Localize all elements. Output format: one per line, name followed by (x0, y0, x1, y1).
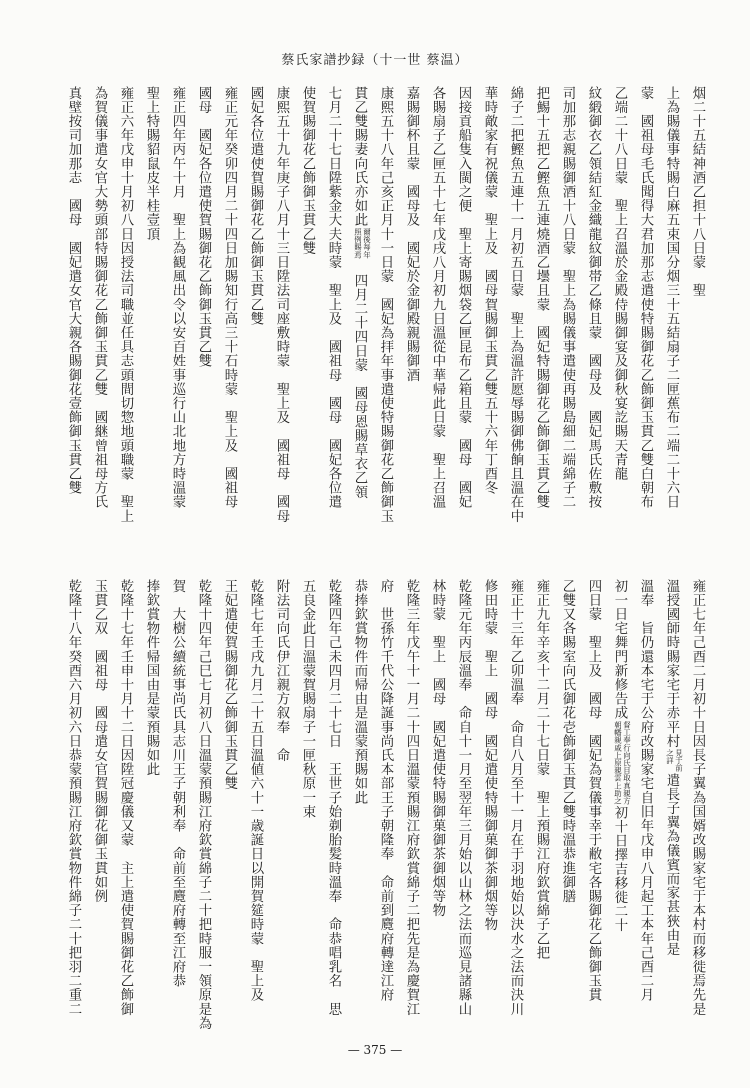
text-column (450, 86, 476, 548)
annotation-line: 之詳 (665, 749, 675, 765)
text-segment: 王妃遣使賀賜御花乙飾御玉貫乙雙 (222, 579, 237, 791)
text-segment: 賀 大樹公續統事尚氏具志川王子朝利奉 命前至麑府轉至江府恭 (170, 579, 185, 988)
annotation-note (614, 721, 632, 805)
text-segment: 乾隆七年壬戌九月二十五日溫値六十一歳誕日以開賀筵時蒙 聖上及 (248, 579, 263, 1002)
text-segment: 林時蒙 聖上 國母 國妃遣使特賜御菓御茶御烟等物 (430, 579, 445, 918)
text-column (268, 86, 294, 548)
text-segment: 初一日宅舞門新修告成 (612, 579, 627, 720)
text-column (190, 86, 216, 548)
text-segment: 恭捧欽賞物件而帰由是溫蒙預賜如此 (352, 579, 367, 805)
text-segment: 康熙五十八年己亥正月十一日蒙 國妃為拝年事遣使特賜御花乙飾御玉 (378, 86, 393, 524)
text-column (242, 579, 268, 1037)
text-segment: 上為賜儀事特賜白麻五束国分烟三十五結扇子二匣蕉布二端二十六日 (664, 86, 679, 509)
text-column (320, 579, 346, 1037)
text-column (216, 579, 242, 1037)
text-column (294, 579, 320, 1037)
text-column (502, 86, 528, 548)
text-column (528, 86, 554, 548)
text-column (606, 579, 632, 1037)
text-column (346, 86, 372, 548)
text-segment: 乙雙又各賜室向氏御花壱飾御玉貫乙雙時溫恭進御膳 (560, 579, 575, 904)
text-column (372, 579, 398, 1037)
text-column (112, 86, 138, 548)
text-segment: 乾隆元年丙辰溫奉 命自十一月至翌年三月始以山林之法而巡見諸縣山 (456, 579, 471, 1017)
text-segment: 雍正六年戊申十月初八日因授法司職並任具志頭間切惣地頭職蒙 聖上 (118, 86, 133, 524)
text-column (658, 579, 684, 1037)
annotation-line: 見于前 (674, 749, 684, 773)
text-segment: 雍正七年己酉二月初十日因長子翼為国婿改賜家宅于本村而移徙焉先是 (690, 579, 705, 1017)
text-segment: 乾隆十四年己巳七月初八日溫蒙預賜江府欽賞綿子二十把時服一領原是為 (196, 579, 211, 1031)
annotation-line: 督工奉行向氏目取真親方 (622, 721, 632, 805)
text-segment: 乾隆四年己未四月二十七日 王世子始剃胎髪時溫奉 命恭唱乳名 思 (326, 579, 341, 1017)
text-segment: 國母 國妃各位遣使賀賜御花乙飾御玉貫乙雙 (196, 86, 211, 368)
text-column (554, 579, 580, 1037)
text-segment: 四日蒙 聖上及 國母 國妃為賀儀事幸于敝宅各賜御花乙飾御玉貫 (586, 579, 601, 1002)
page-title: 蔡氏家譜抄録（十一世 蔡温） (281, 53, 469, 68)
text-segment: 雍正九年辛亥十二月二十七日蒙 聖上預賜江府欽賞綿子乙把 (534, 579, 549, 960)
lower-text-block (60, 579, 710, 1037)
text-column (60, 579, 86, 1037)
text-segment: 乾隆十七年壬申十月十二日因陞冠慶儀又蒙 主上遣使賀賜御花乙飾御 (118, 579, 133, 1017)
text-segment: 雍正十三年乙卯溫奉 命自八月至十一月在于羽地始以決水之法而決川 (508, 579, 523, 1017)
text-segment: 貫乙雙賜妻向氏亦如此 (352, 86, 367, 227)
text-segment: 乙端二十八日蒙 聖上召溫於金殿侍賜御宴及御秋宴訖賜天青龍 (612, 86, 627, 481)
text-column (86, 86, 112, 548)
text-column (398, 86, 424, 548)
text-column (60, 86, 86, 548)
text-segment: 修田時蒙 聖上 國母 國妃遣使特賜御菓御茶御烟等物 (482, 579, 497, 932)
text-segment: 遣長子翼為儀賓而家甚狹由是 (664, 773, 679, 957)
text-column (294, 86, 320, 548)
text-segment: 紋緞御衣乙領結紅金織龍紋御帯乙條且蒙 國母及 國妃馬氏佐敷按 (586, 86, 601, 509)
text-column (580, 86, 606, 548)
text-column (658, 86, 684, 548)
text-segment: 華時敵家有祝儀蒙 聖上及 國母賀賜御玉貫乙雙五十六年丁酉冬 (482, 86, 497, 495)
text-segment: 四月二十四日蒙 國母恩賜草衣乙領 (352, 259, 367, 500)
annotation-line: 朝幡親戚上原親雲上助之 (613, 721, 623, 805)
text-segment: 乾隆三年戊午十一月二十四日溫蒙預賜江府欽賞綿子二把先是為慶賀江 (404, 579, 419, 1017)
text-segment: 捧欽賞物件帰国由是蒙預賜如此 (144, 579, 159, 777)
text-segment: 國妃各位遣使賀賜御花乙飾御玉貫乙雙 (248, 86, 263, 326)
text-segment: 蒙 國祖母毛氏聞得大君加那志遣使特賜御花乙飾御玉貫乙雙白朝布 (638, 86, 653, 509)
text-column (476, 579, 502, 1037)
text-column (476, 86, 502, 548)
text-column (268, 579, 294, 1037)
text-column (528, 579, 554, 1037)
text-segment: 聖上特賜貂鼠皮半桂壹頂 (144, 86, 159, 242)
upper-text-block (60, 86, 710, 548)
text-column (502, 579, 528, 1037)
text-column (346, 579, 372, 1037)
text-segment: 因接貢船隻入閩之便 聖上寄賜烟袋乙匣昆布乙箱且蒙 國母 國妃 (456, 86, 471, 509)
text-segment: 雍正元年癸卯四月二十四日加賜知行高三十石時蒙 聖上及 國祖母 (222, 86, 237, 509)
text-column (372, 86, 398, 548)
text-segment: 七月二十七日陞紫金大夫時蒙 聖上及 國祖母 國母 國妃各位遣 (326, 86, 341, 509)
text-segment: 乾隆十八年癸酉六月初六日恭蒙預賜江府欽賞物件綿子二十把羽二重二 (66, 579, 81, 1017)
text-column (190, 579, 216, 1037)
text-segment: 雍正四年丙午十月 聖上為観風出令以安百姓事巡行山北地方時溫蒙 (170, 86, 185, 509)
text-segment: 府 世孫竹千代公降誕事尚氏本部王子朝隆奉 命前到麑府轉達江府 (378, 579, 393, 1002)
text-segment: 把鯣十五把乙鰹魚五連燒酒乙壜且蒙 國妃特賜御花乙飾御玉貫乙雙 (534, 86, 549, 509)
text-column (138, 86, 164, 548)
text-column (112, 579, 138, 1037)
text-segment: 烟二十五結神酒乙担十八日蒙 聖 (690, 86, 705, 298)
text-segment: 司加那志親賜御酒十八日蒙 聖上為賜儀事遣使再賜島細二端綿子二 (560, 86, 575, 509)
annotation-note (666, 749, 684, 772)
text-column (632, 579, 658, 1037)
text-segment: 使賀賜御花乙飾御玉貫乙雙 (300, 86, 315, 256)
text-segment: 附法司向氏伊江親方叙奉 命 (274, 579, 289, 763)
text-segment: 康熙五十九年庚子八月十三日陞法司座敷時蒙 聖上及 國祖母 國母 (274, 86, 289, 524)
text-column (242, 86, 268, 548)
text-column (606, 86, 632, 548)
text-column (424, 86, 450, 548)
text-column (164, 86, 190, 548)
text-segment: 玉貫乙双 國祖母 國母遣女官賀賜御花御玉貫如例 (92, 579, 107, 904)
text-segment: 初十日擇吉移徙二十 (612, 805, 627, 933)
text-segment: 為賀儀事遣女官大勢頭部特賜御花乙飾御玉貫乙雙 國継曾祖母方氏 (92, 86, 107, 509)
text-column (424, 579, 450, 1037)
text-segment: 溫授國師時賜家宅于赤平村 (664, 579, 679, 749)
text-column (684, 86, 710, 548)
annotation-line: 爾後每年 (362, 228, 372, 259)
text-column (86, 579, 112, 1037)
text-segment: 各賜扇子乙匣五十七年戊戌八月初九日溫從中華帰此日蒙 聖上召溫 (430, 86, 445, 509)
text-column (684, 579, 710, 1037)
text-segment: 真壁按司加那志 國母 國妃遣女官大親各賜御花壹飾御玉貫乙雙 (66, 86, 81, 495)
text-column (320, 86, 346, 548)
annotation-note (354, 228, 372, 258)
text-segment: 五良金此日溫蒙賀賜扇子一匣秋原一束 (300, 579, 315, 819)
text-column (138, 579, 164, 1037)
text-segment: 綿子二把鰹魚五連十一月初五日蒙 聖上為溫許愿辱賜御佛餉且溫在中 (508, 86, 523, 524)
page-number: — 375 — (347, 1043, 403, 1057)
annotation-line: 照例賜焉 (353, 228, 363, 259)
text-column (216, 86, 242, 548)
text-column (632, 86, 658, 548)
text-column (450, 579, 476, 1037)
text-column (398, 579, 424, 1037)
text-column (580, 579, 606, 1037)
text-column (554, 86, 580, 548)
text-segment: 溫奉 旨仍還本宅于公府改賜家宅自旧年戊申八月起工本年己酉二月 (638, 579, 653, 1002)
text-segment: 嘉賜御杯且蒙 國母及 國妃於金御殿親賜御酒 (404, 86, 419, 383)
text-column (164, 579, 190, 1037)
